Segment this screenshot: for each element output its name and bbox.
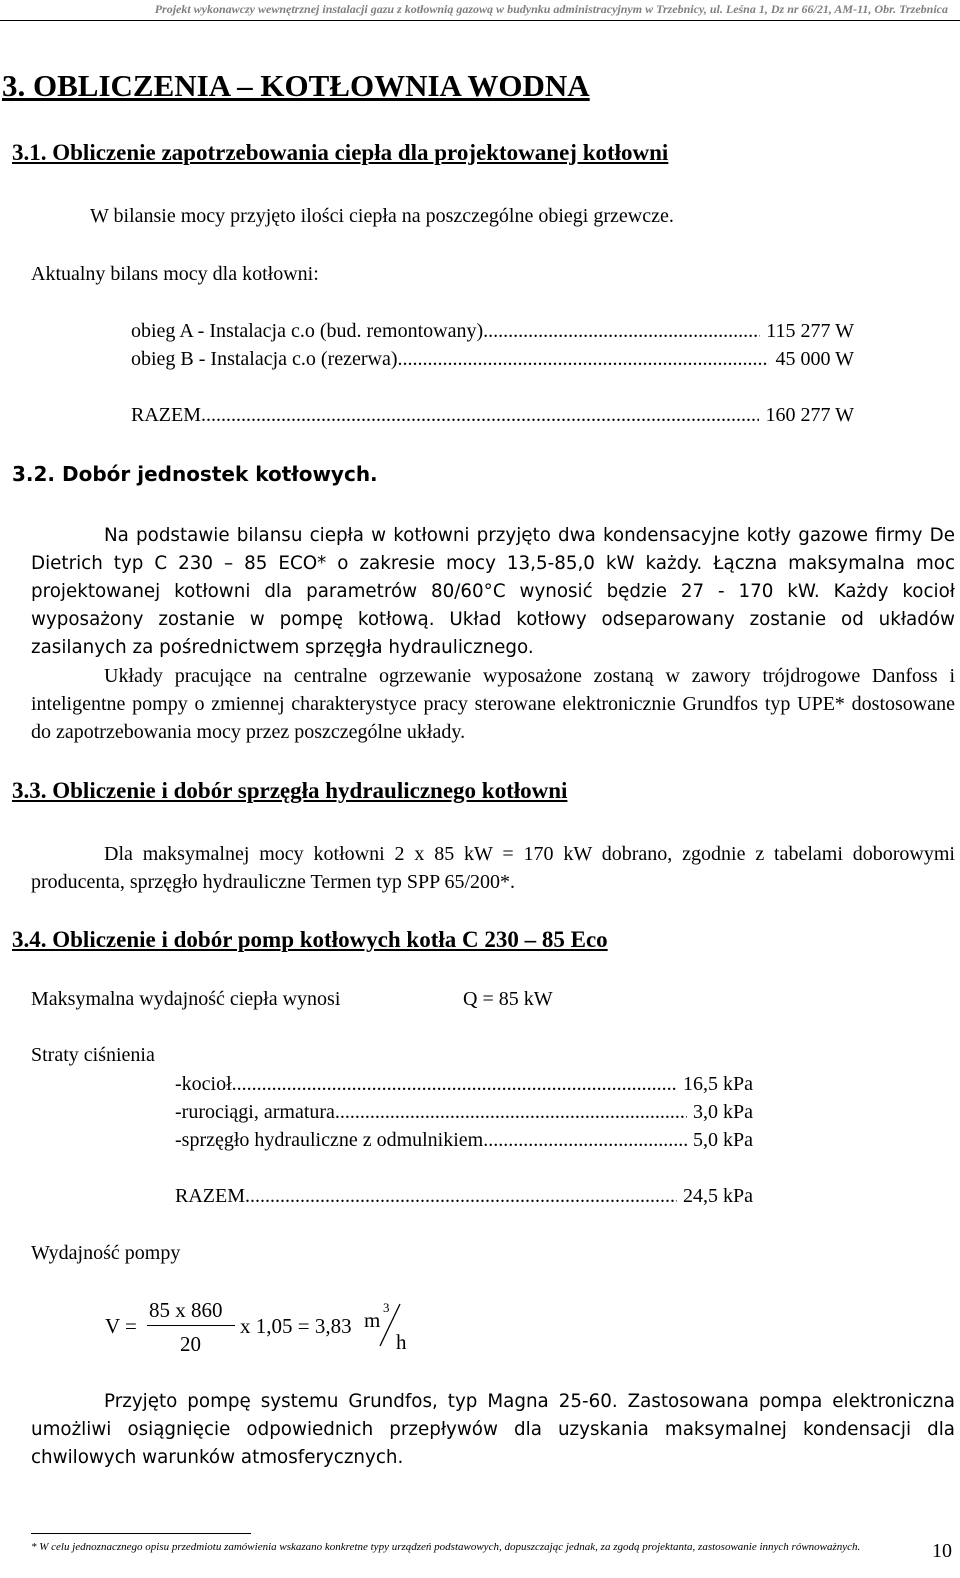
loss-row-boiler xyxy=(175,1073,753,1096)
loss-row-value: 3,0 kPa xyxy=(693,1101,753,1123)
heat-label: Maksymalna wydajność ciepła wynosi xyxy=(31,988,341,1010)
formula-unit-exponent: 3 xyxy=(383,1300,390,1315)
loss-row-value: 16,5 kPa xyxy=(683,1073,753,1095)
paragraph-coupler: Dla maksymalnej mocy kotłowni 2 x 85 kW = 170 kW dobrano, zgodnie z tabelami doborowymi producenta, sprzęgło hydrauliczne Termen typ SPP 65/200*. xyxy=(31,843,955,893)
balance-row-label: obieg B - Instalacja c.o (rezerwa). xyxy=(131,348,403,370)
leader-dots xyxy=(488,320,760,343)
page-number: 10 xyxy=(932,1540,952,1562)
leader-dots xyxy=(245,1185,677,1208)
balance-row-value: 115 277 W xyxy=(766,320,854,342)
heat-value: Q = 85 kW xyxy=(463,988,553,1010)
heading-3-1: 3.1. Obliczenie zapotrzebowania ciepła dla projektowanej kotłowni xyxy=(12,140,669,165)
formula-rest: x 1,05 = 3,83 xyxy=(240,1314,352,1338)
section-title: 3. OBLICZENIA – KOTŁOWNIA WODNA xyxy=(2,68,590,103)
balance-row-value: 45 000 W xyxy=(775,348,854,370)
loss-total-value: 24,5 kPa xyxy=(683,1185,753,1207)
paragraph-pump-choice: Przyjęto pompę systemu Grundfos, typ Magna 25-60. Zastosowana pompa elektroniczna umożliwi osiągnięcie odpowiednich przepływów dla uzyskania maksymalnej kondensacji dla chwilowych warunków atmosferycznych. xyxy=(31,1391,955,1468)
balance-row-b xyxy=(131,348,854,371)
formula-denominator: 20 xyxy=(180,1332,201,1356)
formula-numerator: 85 x 860 xyxy=(149,1298,223,1322)
leader-dots xyxy=(232,1073,677,1096)
loss-row-coupler xyxy=(175,1129,753,1152)
loss-total-row xyxy=(175,1185,753,1208)
loss-row-pipes xyxy=(175,1101,753,1124)
header-rule xyxy=(0,20,960,21)
intro-text: W bilansie mocy przyjęto ilości ciepła na poszczególne obiegi grzewcze. xyxy=(90,205,674,227)
balance-total-row xyxy=(131,404,854,427)
leader-dots xyxy=(335,1101,687,1124)
loss-row-label: -sprzęgło hydrauliczne z odmulnikiem xyxy=(175,1129,484,1151)
paragraph-controls: Układy pracujące na centralne ogrzewanie wyposażone zostaną w zawory trójdrogowe Danfoss i inteligentne pompy o zmiennej charakterystyce pracy sterowane elektronicznie Grundfos typ UPE* dostosowane do zapotrzebowania mocy przez poszczególne układy. xyxy=(31,665,955,743)
footnote-rule xyxy=(31,1533,251,1534)
formula-unit-numerator: m xyxy=(364,1308,381,1332)
fraction-bar xyxy=(147,1325,235,1326)
balance-total-label: RAZEM xyxy=(131,404,201,426)
balance-row-label: obieg A - Instalacja c.o (bud. remontowany). xyxy=(131,320,489,342)
footnote: * W celu jednoznacznego opisu przedmiotu zamówienia wskazano konkretne typy urządzeń podstawowych, dopuszczając jednak, za zgodą projektanta, zastosowanie innych równoważnych. xyxy=(31,1541,861,1553)
loss-row-label: -kocioł xyxy=(175,1073,232,1095)
leader-dots xyxy=(201,404,759,427)
running-header: Projekt wykonawczy wewnętrznej instalacji gazu z kotłownią gazową w budynku administracyjnym w Trzebnicy, ul. Leśna 1, Dz nr 66/21, AM-11, Obr. Trzebnica xyxy=(154,2,948,16)
formula-unit-denominator: h xyxy=(396,1330,407,1354)
heading-3-3: 3.3. Obliczenie i dobór sprzęgła hydraulicznego kotłowni xyxy=(12,778,568,803)
balance-total-value: 160 277 W xyxy=(765,404,854,426)
leader-dots xyxy=(403,348,770,371)
heading-3-4: 3.4. Obliczenie i dobór pomp kotłowych kotła C 230 – 85 Eco xyxy=(12,927,608,952)
losses-label: Straty ciśnienia xyxy=(31,1044,155,1066)
heading-3-2: 3.2. Dobór jednostek kotłowych. xyxy=(12,462,378,486)
balance-label: Aktualny bilans mocy dla kotłowni: xyxy=(31,263,319,285)
leader-dots xyxy=(483,1129,687,1152)
balance-row-a xyxy=(131,320,854,343)
formula-lhs: V = xyxy=(105,1314,137,1338)
loss-row-label: -rurociągi, armatura xyxy=(175,1101,335,1123)
pump-label: Wydajność pompy xyxy=(31,1242,181,1264)
paragraph-boilers: Na podstawie bilansu ciepła w kotłowni przyjęto dwa kondensacyjne kotły gazowe firmy De Dietrich typ C 230 – 85 ECO* o zakresie mocy 13,5-85,0 kW każdy. Łączna maksymalna moc projektowanej kotłowni dla parametrów 80/60°C wynosić będzie 27 - 170 kW. Każdy kocioł wyposażony zostanie w pompę kotłową. Układ kotłowy odseparowany zostanie od układów zasilanych za pośrednictwem sprzęgła hydraulicznego. xyxy=(31,525,955,658)
loss-row-value: 5,0 kPa xyxy=(693,1129,753,1151)
loss-total-label: RAZEM xyxy=(175,1185,245,1207)
